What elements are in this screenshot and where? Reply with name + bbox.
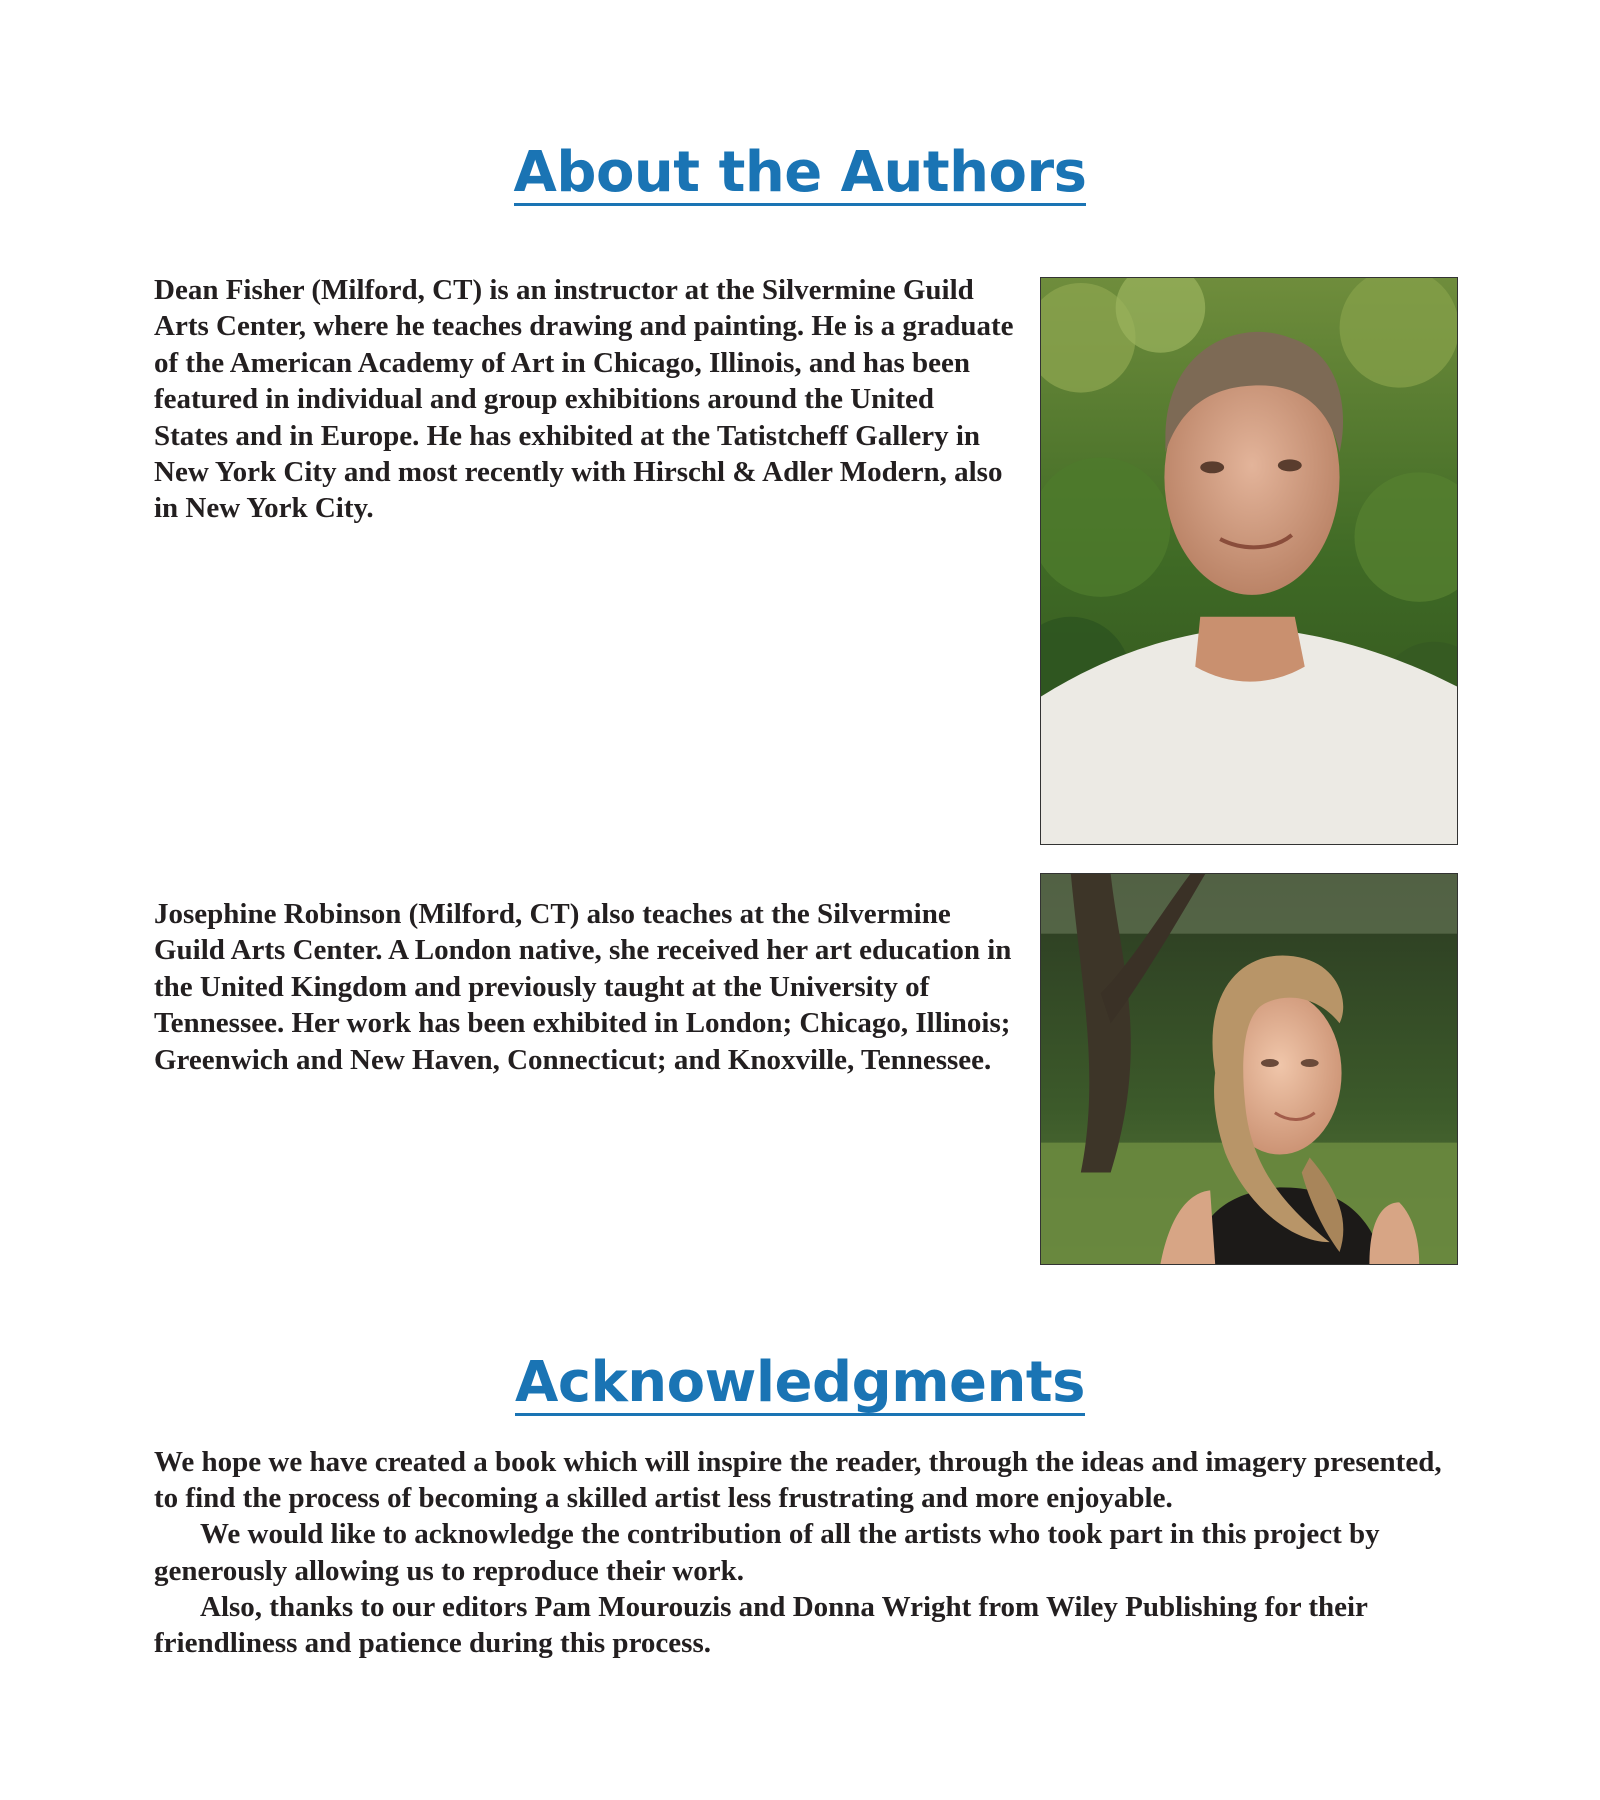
acknowledgments-heading-text: Acknowledgments (515, 1350, 1085, 1415)
about-authors-heading (0, 140, 1600, 206)
author-bio-text: is an instructor at the Silvermine Guild Arts Center, where he teaches drawing and painting. He is a graduate of the American Academy of Art in Chicago, Illinois, and has been featured in individual and group exhibitions around the United States and in Europe. He has exhibited at the Tatistcheff Gallery in New York City and most recently with Hirschl & Adler Modern, also in New York City. (154, 274, 1014, 525)
author-location: (Milford, CT) (311, 274, 483, 306)
author-photo-josephine-robinson (1040, 873, 1458, 1265)
author-bio-josephine-robinson (154, 896, 1014, 1078)
acknowledgments-paragraph: We would like to acknowledge the contribution of all the artists who took part in this project by generously allowing us to reproduce their work. (154, 1518, 1380, 1587)
author-photo-dean-fisher (1040, 277, 1458, 845)
about-authors-heading-text: About the Authors (513, 140, 1087, 205)
author-name: Dean Fisher (154, 274, 305, 306)
author-bio-text: also teaches at the Silvermine Guild Arts Center. A London native, she received her art education in the United Kingdom and previously taught at the University of Tennessee. Her work has been exhibited in London; Chicago, Illinois; Greenwich and New Haven, Connecticut; and Knoxville, Tennessee. (154, 898, 1012, 1076)
author-name: Josephine Robinson (154, 898, 402, 930)
acknowledgments-body (154, 1444, 1454, 1661)
acknowledgments-paragraph: We hope we have created a book which will inspire the reader, through the ideas and imagery presented, to find the process of becoming a skilled artist less frustrating and more enjoyable. (154, 1446, 1442, 1515)
author-location: (Milford, CT) (408, 898, 580, 930)
author-bio-dean-fisher (154, 272, 1014, 527)
acknowledgments-paragraph: Also, thanks to our editors Pam Mourouzis and Donna Wright from Wiley Publishing for their friendliness and patience during this process. (154, 1590, 1368, 1660)
acknowledgments-heading (0, 1350, 1600, 1416)
